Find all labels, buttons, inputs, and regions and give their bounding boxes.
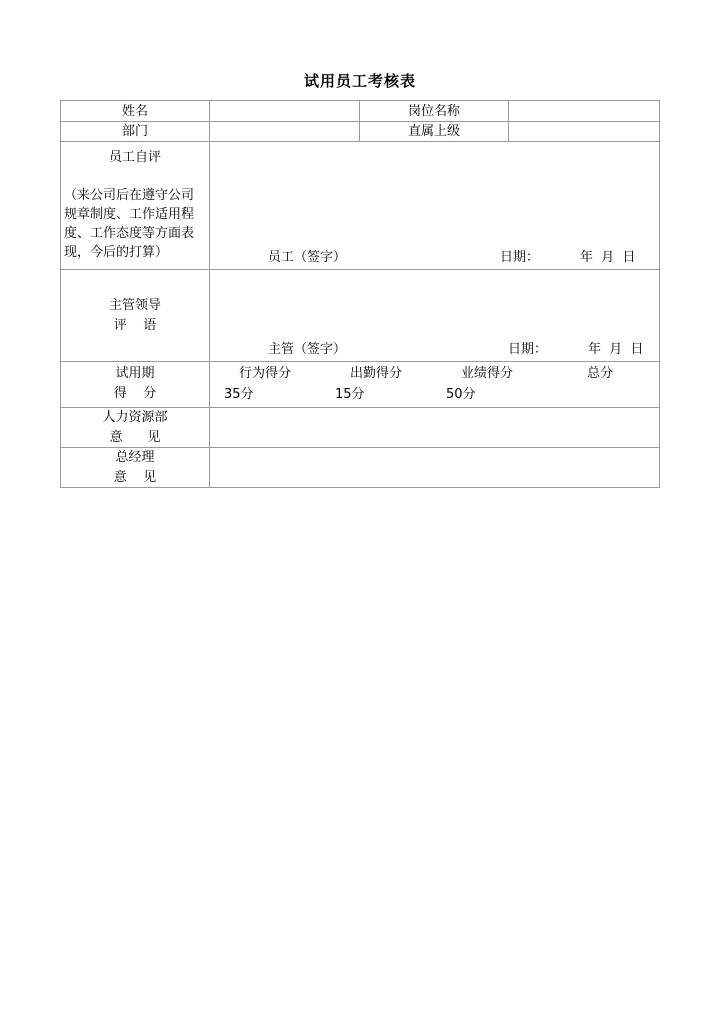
manager-eval-area[interactable] <box>210 270 660 362</box>
hr-opinion-label-line2: 意 见 <box>109 430 161 445</box>
hr-opinion-field[interactable] <box>210 408 660 448</box>
row-hr-opinion <box>61 408 660 448</box>
attendance-score-header: 出勤得分 <box>350 366 403 381</box>
row-gm-opinion <box>61 448 660 488</box>
position-label: 岗位名称 <box>360 101 509 122</box>
manager-eval-date-label: 日期： <box>508 342 548 357</box>
evaluation-form-table <box>60 100 660 488</box>
probation-score-label-line1: 试用期 <box>115 366 155 381</box>
gm-opinion-field[interactable] <box>210 448 660 488</box>
gm-opinion-label-cell <box>61 448 210 488</box>
manager-sign-label: 主管（签字） <box>268 342 347 357</box>
manager-eval-date-fields: 年 月 日 <box>588 342 644 357</box>
self-eval-date-fields: 年 月 日 <box>580 250 636 265</box>
self-eval-label-title: 员工自评 <box>108 150 161 165</box>
row-self-eval <box>61 142 660 270</box>
attendance-score-value: 15分 <box>335 387 365 402</box>
row-name <box>61 101 660 122</box>
dept-field[interactable] <box>210 122 360 142</box>
behavior-score-header: 行为得分 <box>239 366 292 381</box>
probation-score-label-cell <box>61 362 210 408</box>
gm-opinion-label-line2: 意 见 <box>113 470 157 485</box>
hr-opinion-label-cell <box>61 408 210 448</box>
position-field[interactable] <box>509 101 660 122</box>
performance-score-value: 50分 <box>446 387 476 402</box>
name-label: 姓名 <box>61 101 210 122</box>
self-eval-date-label: 日期： <box>500 250 540 265</box>
gm-opinion-label-line1: 总经理 <box>115 450 155 465</box>
dept-label: 部门 <box>61 122 210 142</box>
total-score-header: 总分 <box>587 366 614 381</box>
supervisor-label: 直属上级 <box>360 122 509 142</box>
form-title: 试用员工考核表 <box>303 72 416 90</box>
behavior-score-value: 35分 <box>224 387 254 402</box>
row-manager-eval <box>61 270 660 362</box>
probation-score-area[interactable] <box>210 362 660 408</box>
manager-eval-label-line1: 主管领导 <box>108 298 161 313</box>
row-dept <box>61 122 660 142</box>
name-field[interactable] <box>210 101 360 122</box>
self-eval-area[interactable] <box>210 142 660 270</box>
performance-score-header: 业绩得分 <box>461 366 514 381</box>
probation-score-label-line2: 得 分 <box>113 386 157 401</box>
self-eval-label-desc: （来公司后在遵守公司规章制度、工作适用程度、工作态度等方面表现，今后的打算） <box>64 188 195 260</box>
hr-opinion-label-line1: 人力资源部 <box>102 410 168 425</box>
manager-eval-label-line2: 评 语 <box>113 318 157 333</box>
supervisor-field[interactable] <box>509 122 660 142</box>
manager-eval-label-cell <box>61 270 210 362</box>
row-probation-score <box>61 362 660 408</box>
employee-sign-label: 员工（签字） <box>268 250 347 265</box>
self-eval-label-cell <box>61 142 210 270</box>
